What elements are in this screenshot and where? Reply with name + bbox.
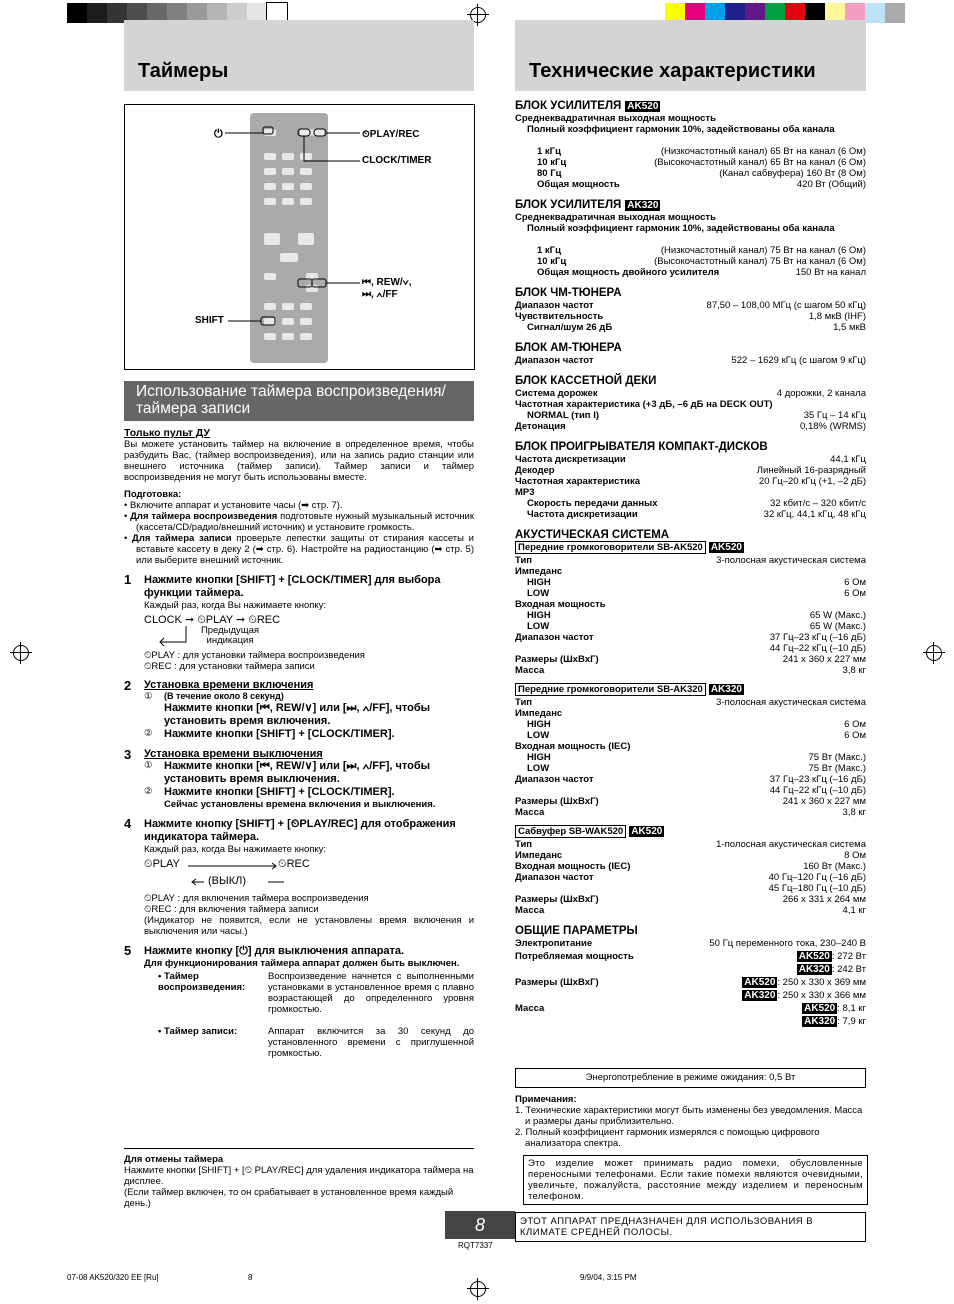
- spec-label: Диапазон частот: [515, 774, 594, 785]
- spec-value: : 250 x 330 x 366 мм: [777, 990, 866, 1001]
- prep-title: Подготовка:: [124, 489, 182, 500]
- timer-play-label: • Таймер воспроизведения:: [158, 971, 246, 993]
- ff-label: ⏭, ∧/FF: [362, 289, 398, 300]
- spec-label: Декодер: [515, 465, 555, 476]
- spec-label: Диапазон частот: [515, 300, 594, 311]
- prep-item: • Включите аппарат и установите часы (➡ стр. 7).: [124, 500, 343, 511]
- power-icon: ⏻: [214, 128, 223, 140]
- seq2-play: ⏲PLAY: [144, 858, 180, 870]
- timer-play-text: Воспроизведение начнется с выполненными установками в установленное время с плавно возрастающей до определенного уровня громкостью.: [268, 971, 474, 1015]
- spec-section-title: [515, 376, 866, 387]
- spec-value: 65 W (Макс.): [809, 621, 866, 632]
- cancel-title: Для отмены таймера: [124, 1154, 224, 1165]
- spec-label: Масса: [515, 807, 545, 818]
- spec-section-title: [515, 101, 866, 112]
- spec-label: Входная мощность (IEC): [515, 861, 631, 872]
- spec-label: Детонация: [515, 421, 566, 432]
- prep-text: проверьте лепестки защиты от стирания кассеты и вставьте кассету в деку 2 (➡ стр. 6). Настройте на радиостанцию (➡ стр. 5) или выберите внешний источник.: [136, 533, 474, 566]
- step-2-title: Установка времени включения: [144, 679, 314, 691]
- spec-value: 4,1 кг: [842, 905, 866, 916]
- rec-desc-2: ⏲REC : для включения таймера записи: [144, 904, 319, 915]
- prep-item: • Для таймера записи проверьте лепестки защиты от стирания кассеты и вставьте кассету в деку 2 (➡ стр. 6). Настройте на радиостанцию (➡ стр. 5) или выберите внешний источник.: [124, 533, 474, 566]
- step-4-sub: Каждый раз, когда Вы нажимаете кнопку:: [144, 844, 327, 855]
- spec-label: Скорость передачи данных: [527, 498, 658, 509]
- spec-value: 75 Вт (Макс.): [808, 763, 866, 774]
- spec-label: 1 кГц: [537, 146, 561, 157]
- spec-label: 10 кГц: [537, 157, 567, 168]
- rec-desc: ⏲REC : для установки таймера записи: [144, 661, 315, 672]
- step-2-b: Нажмите кнопки [SHIFT] + [CLOCK/TIMER].: [164, 728, 395, 740]
- crop-mark-icon: [470, 1281, 486, 1297]
- spec-label: Диапазон частот: [515, 872, 594, 883]
- seq2-rec: ⏲REC: [278, 858, 310, 870]
- spec-section-title: [515, 343, 866, 354]
- model-tag: AK320: [627, 200, 659, 211]
- spec-box-title: [515, 684, 866, 695]
- spec-label: Сигнал/шум 26 дБ: [527, 322, 613, 333]
- step-5-text: Нажмите кнопку [⏻] для выключения аппарата.: [144, 945, 405, 957]
- step-2: 2 Установка времени включения ① (В течение около 8 секунд) Нажмите кнопки [⏮, REW/∨] или [⏭, ∧/FF], чтобы установить время включения. ② Нажмите кнопки [SHIFT] + [CLOCK/TIMER].: [124, 680, 474, 741]
- spec-value: (Низкочастотный канал) 75 Вт на канал (6 Ом): [660, 245, 866, 256]
- spec-value: 8 Ом: [844, 850, 866, 861]
- section-heading: АКУСТИЧЕСКАЯ СИСТЕМА: [515, 529, 670, 541]
- spec-value: 1,8 мкВ (IHF): [808, 311, 866, 322]
- notes: [515, 1094, 866, 1149]
- model-tag: AK520: [627, 101, 659, 112]
- spec-value: 241 x 360 x 227 мм: [782, 654, 866, 665]
- step-3-a: Нажмите кнопки [⏮, REW/∨] или [⏭, ∧/FF], чтобы установить время выключения.: [164, 760, 431, 785]
- spec-value: 44 Гц–22 кГц (–10 дБ): [769, 785, 866, 796]
- file-name: 07-08 AK520/320 EE [Ru]: [67, 1273, 159, 1282]
- spec-value: : 7,9 кг: [837, 1016, 866, 1027]
- spec-label: LOW: [527, 730, 550, 741]
- play-rec-label: ⏲PLAY/REC: [362, 129, 420, 140]
- spec-label: 10 кГц: [537, 256, 567, 267]
- spec-value: (Высокочастотный канал) 65 Вт на канал (6 Ом): [654, 157, 866, 168]
- spec-label: Размеры (ШxВxГ): [515, 654, 599, 665]
- spec-label: Размеры (ШxВxГ): [515, 977, 599, 988]
- spec-label: Частота дискретизации: [515, 454, 626, 465]
- spec-label: Тип: [515, 555, 533, 566]
- step-3: 3 Установка времени выключения ① Нажмите кнопки [⏮, REW/∨] или [⏭, ∧/FF], чтобы установить время выключения. ② Нажмите кнопки [SHIFT] + [CLOCK/TIMER]. Сейчас установлены времена включения и выключения.: [124, 749, 474, 810]
- prep-bold: Для таймера записи: [132, 533, 232, 544]
- spec-value: 6 Ом: [844, 719, 866, 730]
- spec-label: Входная мощность (IEC): [515, 741, 631, 752]
- spec-value: 150 Вт на канал: [795, 267, 866, 278]
- spec-label: MP3: [515, 487, 535, 498]
- spec-value: 75 Вт (Макс.): [808, 752, 866, 763]
- spec-section-title: [515, 530, 866, 541]
- step-4-note: (Индикатор не появится, если не установлены время включения и выключения или часы.): [144, 915, 474, 937]
- section-heading: ОБЩИЕ ПАРАМЕТРЫ: [515, 925, 638, 937]
- speaker-heading: Передние громкоговорители SB-AK520: [515, 541, 706, 554]
- spec-label: Размеры (ШxВxГ): [515, 894, 599, 905]
- spec-value: 4 дорожки, 2 канала: [776, 388, 866, 399]
- speaker-heading: Сабвуфер SB-WAK520: [515, 825, 626, 838]
- prep-text: Включите аппарат и установите часы (➡ стр. 7).: [129, 500, 343, 511]
- step-5-note: Для функционирования таймера аппарат должен быть выключен.: [144, 958, 460, 969]
- prep-text: подготовьте нужный музыкальный источник (кассета/CD/радио/внешний источник) и установите громкость.: [136, 511, 474, 533]
- cancel-note: (Если таймер включен, то он срабатывает в установленное время каждый день.): [124, 1187, 454, 1209]
- cancel-text: Нажмите кнопки [SHIFT] + [⏲ PLAY/REC] для удаления индикатора таймера на дисплее.: [124, 1165, 474, 1187]
- spec-value: 65 W (Макс.): [809, 610, 866, 621]
- step-4-text: Нажмите кнопку [SHIFT] + [⏲PLAY/REC] для отображения индикатора таймера.: [144, 818, 456, 843]
- spec-section-title: [515, 200, 866, 211]
- spec-label: Частота дискретизации: [527, 509, 638, 520]
- climate-box: ЭТОТ АППАРАТ ПРЕДНАЗНАЧЕН ДЛЯ ИСПОЛЬЗОВАНИЯ В КЛИМАТЕ СРЕДНЕЙ ПОЛОСЫ.: [515, 1212, 866, 1242]
- model-tag: AK320: [710, 684, 742, 695]
- spec-label: Общая мощность: [537, 179, 620, 190]
- spec-value: 44,1 кГц: [830, 454, 866, 465]
- spec-label: Импеданс: [515, 850, 563, 861]
- spec-label: 1 кГц: [537, 245, 561, 256]
- spec-value: 6 Ом: [844, 577, 866, 588]
- section-title-box: [124, 381, 474, 421]
- step-1-text: Нажмите кнопки [SHIFT] + [CLOCK/TIMER] для выбора функции таймера.: [144, 574, 441, 599]
- left-header: [124, 20, 474, 91]
- section-heading: БЛОК ЧМ-ТЮНЕРА: [515, 287, 622, 299]
- spec-label: LOW: [527, 621, 550, 632]
- spec-label: Частотная характеристика: [515, 476, 640, 487]
- spec-label: Размеры (ШxВxГ): [515, 796, 599, 807]
- note-1: 1. Технические характеристики могут быть изменены без уведомления. Масса и размеры даны приблизительно.: [515, 1105, 863, 1127]
- intro-text: Вы можете установить таймер на включение в определенное время, чтобы разбудить Вас, (таймер воспроизведения), или на запись радио станции или внешнего источника (таймер записи). Таймер записи и таймер воспроизведения не могут быть использованы вместе.: [124, 439, 474, 483]
- timer-rec-text: Аппарат включится за 30 секунд до установленного времени с приглушенной громкостью.: [268, 1026, 474, 1059]
- spec-label: Масса: [515, 905, 545, 916]
- spec-label: Полный коэффициент гармоник 10%, задействованы оба канала: [527, 223, 835, 234]
- section-heading: БЛОК АМ-ТЮНЕРА: [515, 342, 622, 354]
- doc-code: RQT7337: [458, 1241, 493, 1250]
- spec-label: HIGH: [527, 752, 551, 763]
- swatch: [865, 3, 885, 23]
- notes-title: Примечания:: [515, 1094, 577, 1105]
- spec-label: Диапазон частот: [515, 632, 594, 643]
- model-tag: AK520: [798, 951, 830, 962]
- spec-value: 0,18% (WRMS): [800, 421, 866, 432]
- speaker-heading: Передние громкоговорители SB-AK320: [515, 683, 706, 696]
- spec-label: Входная мощность: [515, 599, 606, 610]
- step-3-b: Нажмите кнопки [SHIFT] + [CLOCK/TIMER].: [164, 786, 395, 798]
- swatch: [67, 3, 87, 23]
- swatch: [885, 3, 905, 23]
- spec-label: LOW: [527, 763, 550, 774]
- model-tag: AK320: [798, 964, 830, 975]
- spec-label: Среднеквадратичная выходная мощность: [515, 212, 716, 223]
- spec-value: 45 Гц–180 Гц (–10 дБ): [768, 883, 866, 894]
- spec-label: Масса: [515, 1003, 545, 1014]
- spec-label: Потребляемая мощность: [515, 951, 634, 962]
- remote-diagram: [124, 104, 475, 370]
- spec-label: HIGH: [527, 719, 551, 730]
- seq2-off: (ВЫКЛ): [208, 875, 247, 887]
- spec-label: Чувствительность: [515, 311, 604, 322]
- model-tag: AK520: [710, 542, 742, 553]
- spec-value: 32 кбит/с – 320 кбит/с: [770, 498, 866, 509]
- model-tag: AK320: [804, 1016, 836, 1027]
- prep-bold: Для таймера воспроизведения: [130, 511, 278, 522]
- model-tag: AK520: [744, 977, 776, 988]
- spec-label: HIGH: [527, 610, 551, 621]
- spec-value: (Канал сабвуфера) 160 Вт (8 Ом): [719, 168, 866, 179]
- spec-label: NORMAL (тип I): [527, 410, 599, 421]
- spec-label: Электропитание: [515, 938, 593, 949]
- note-2: 2. Полный коэффициент гармоник измерялся с помощью цифрового анализатора спектра.: [515, 1127, 820, 1149]
- step-5: 5 Нажмите кнопку [⏻] для выключения аппарата. Для функционирования таймера аппарат должен быть выключен. • Таймер воспроизведения: Воспроизведение начнется с выполненными установками в установленное время с плавно возрастающей до определенного уровня громкостью. • Таймер записи: Аппарат включится за 30 секунд до установленного времени с приглушенной громкостью.: [124, 943, 474, 1059]
- spec-value: : 242 Вт: [831, 964, 866, 975]
- step-3-note: Сейчас установлены времена включения и выключения.: [164, 799, 436, 810]
- spec-value: 40 Гц–120 Гц (–16 дБ): [768, 872, 866, 883]
- spec-label: Среднеквадратичная выходная мощность: [515, 113, 716, 124]
- spec-label: Диапазон частот: [515, 355, 594, 366]
- spec-label: Тип: [515, 839, 533, 850]
- standby-box: Энергопотребление в режиме ожидания: 0,5 Вт: [515, 1068, 866, 1088]
- spec-value: 160 Вт (Макс.): [803, 861, 866, 872]
- spec-value: 420 Вт (Общий): [796, 179, 866, 190]
- page-number: 8: [445, 1211, 515, 1239]
- spec-section-title: [515, 288, 866, 299]
- spec-value: 1-полосная акустическая система: [716, 839, 866, 850]
- section-heading: БЛОК УСИЛИТЕЛЯ: [515, 100, 622, 112]
- step-3-title: Установка времени выключения: [144, 748, 323, 760]
- spec-label: HIGH: [527, 577, 551, 588]
- spec-box-title: [515, 826, 866, 837]
- print-date: 9/9/04, 3:15 PM: [580, 1273, 637, 1282]
- spec-value: 6 Ом: [844, 730, 866, 741]
- spec-value: 20 Гц–20 кГц (+1, –2 дБ): [758, 476, 866, 487]
- spec-value: Линейный 16-разрядный: [756, 465, 866, 476]
- spec-label: Система дорожек: [515, 388, 598, 399]
- right-header: [515, 20, 866, 91]
- callout-lines: [125, 105, 474, 369]
- step-1: 1 Нажмите кнопки [SHIFT] + [CLOCK/TIMER] для выбора функции таймера. Каждый раз, когда Вы нажимаете кнопку: CLOCK ➞ ⏲PLAY ➞ ⏲REC Предыдущая индикация ⏲PLAY : для установки таймера воспроизведения ⏲REC : для установки таймера записи: [124, 574, 474, 672]
- spec-value: 241 x 360 x 227 мм: [782, 796, 866, 807]
- spec-label: Масса: [515, 665, 545, 676]
- spec-value: 3,8 кг: [842, 807, 866, 818]
- swatch: [87, 3, 107, 23]
- spec-label: 80 Гц: [537, 168, 562, 179]
- spec-value: (Высокочастотный канал) 75 Вт на канал (6 Ом): [654, 256, 866, 267]
- section-heading: БЛОК КАССЕТНОЙ ДЕКИ: [515, 375, 657, 387]
- spec-value: 50 Гц переменного тока, 230–240 В: [709, 938, 866, 949]
- section-heading: БЛОК ПРОИГРЫВАТЕЛЯ КОМПАКТ-ДИСКОВ: [515, 441, 768, 453]
- spec-value: 32 кГц, 44,1 кГц, 48 кГц: [763, 509, 866, 520]
- spec-value: 87,50 – 108,00 МГц (с шагом 50 кГц): [706, 300, 866, 311]
- shift-label: SHIFT: [195, 315, 224, 326]
- model-tag: AK320: [744, 990, 776, 1001]
- clock-timer-label: CLOCK/TIMER: [362, 155, 432, 166]
- page-title-timers: Таймеры: [138, 60, 229, 82]
- file-page: 8: [248, 1273, 253, 1282]
- spec-label: Импеданс: [515, 566, 563, 577]
- cancel-block: [124, 1154, 474, 1209]
- spec-box-title: [515, 542, 866, 553]
- rew-label: ⏮, REW/∨,: [362, 277, 412, 288]
- spec-value: 37 Гц–23 кГц (–16 дБ): [769, 632, 866, 643]
- page-title-specs: Технические характеристики: [529, 60, 816, 82]
- spec-value: 522 – 1629 кГц (с шагом 9 кГц): [731, 355, 866, 366]
- spec-value: 1,5 мкВ: [833, 322, 866, 333]
- model-tag: AK520: [804, 1003, 836, 1014]
- prev-indication: Предыдущая индикация: [200, 625, 260, 646]
- spec-label: Тип: [515, 697, 533, 708]
- model-tag: AK520: [631, 826, 663, 837]
- prep-item: • Для таймера воспроизведения подготовьте нужный музыкальный источник (кассета/CD/радио/внешний источник) и установите громкость.: [124, 511, 474, 533]
- remote-only-heading: Только пульт ДУ: [124, 427, 210, 439]
- spec-value: : 250 x 330 x 369 мм: [777, 977, 866, 988]
- step-2-a: Нажмите кнопки [⏮, REW/∨] или [⏭, ∧/FF], чтобы установить время включения.: [164, 702, 431, 727]
- spec-value: 6 Ом: [844, 588, 866, 599]
- spec-value: : 272 Вт: [831, 951, 866, 962]
- spec-label: LOW: [527, 588, 550, 599]
- spec-value: 3-полосная акустическая система: [716, 555, 866, 566]
- spec-value: 3,8 кг: [842, 665, 866, 676]
- spec-value: 35 Гц – 14 кГц: [803, 410, 866, 421]
- spec-value: (Низкочастотный канал) 65 Вт на канал (6 Ом): [660, 146, 866, 157]
- section-title: Использование таймера воспроизведения/таймера записи: [136, 383, 446, 417]
- spec-value: 37 Гц–23 кГц (–16 дБ): [769, 774, 866, 785]
- left-body: [124, 428, 474, 1062]
- spec-value: : 8,1 кг: [837, 1003, 866, 1014]
- step-1-sub: Каждый раз, когда Вы нажимаете кнопку:: [144, 600, 327, 611]
- divider: [124, 1148, 474, 1149]
- sequence-1: CLOCK ➞ ⏲PLAY ➞ ⏲REC: [144, 614, 281, 626]
- spec-label: Частотная характеристика (+3 дБ, –6 дБ на DECK OUT): [515, 399, 773, 410]
- crop-mark-icon: [926, 645, 942, 661]
- spec-label: Полный коэффициент гармоник 10%, задействованы оба канала: [527, 124, 835, 135]
- spec-value: 266 x 331 x 264 мм: [782, 894, 866, 905]
- spec-section-title: [515, 926, 866, 937]
- interference-box: Это изделие может принимать радио помехи, обусловленные переносными телефонами. Если такие помехи являются очевидными, увеличьте, пожалуйста, расстояние между изделием и переносным телефоном.: [523, 1155, 868, 1205]
- spec-value: 3-полосная акустическая система: [716, 697, 866, 708]
- timer-rec-label: • Таймер записи:: [158, 1026, 238, 1037]
- section-heading: БЛОК УСИЛИТЕЛЯ: [515, 199, 622, 211]
- spec-label: Импеданс: [515, 708, 563, 719]
- step-2-note: (В течение около 8 секунд): [164, 691, 284, 701]
- play-desc-2: ⏲PLAY : для включения таймера воспроизведения: [144, 893, 369, 904]
- play-desc: ⏲PLAY : для установки таймера воспроизведения: [144, 650, 365, 661]
- spec-value: 44 Гц–22 кГц (–10 дБ): [769, 643, 866, 654]
- step-4: 4 Нажмите кнопку [SHIFT] + [⏲PLAY/REC] для отображения индикатора таймера. Каждый раз, когда Вы нажимаете кнопку: ⏲PLAY ⏲REC (ВЫКЛ) ⏲PLAY : для включения таймера воспроизведения ⏲REC : для включения таймера записи (Индикатор не появится, если не установлены время включения и выключения или часы.): [124, 816, 474, 937]
- spec-section-title: [515, 442, 866, 453]
- crop-mark-icon: [13, 645, 29, 661]
- spec-label: Общая мощность двойного усилителя: [537, 267, 720, 278]
